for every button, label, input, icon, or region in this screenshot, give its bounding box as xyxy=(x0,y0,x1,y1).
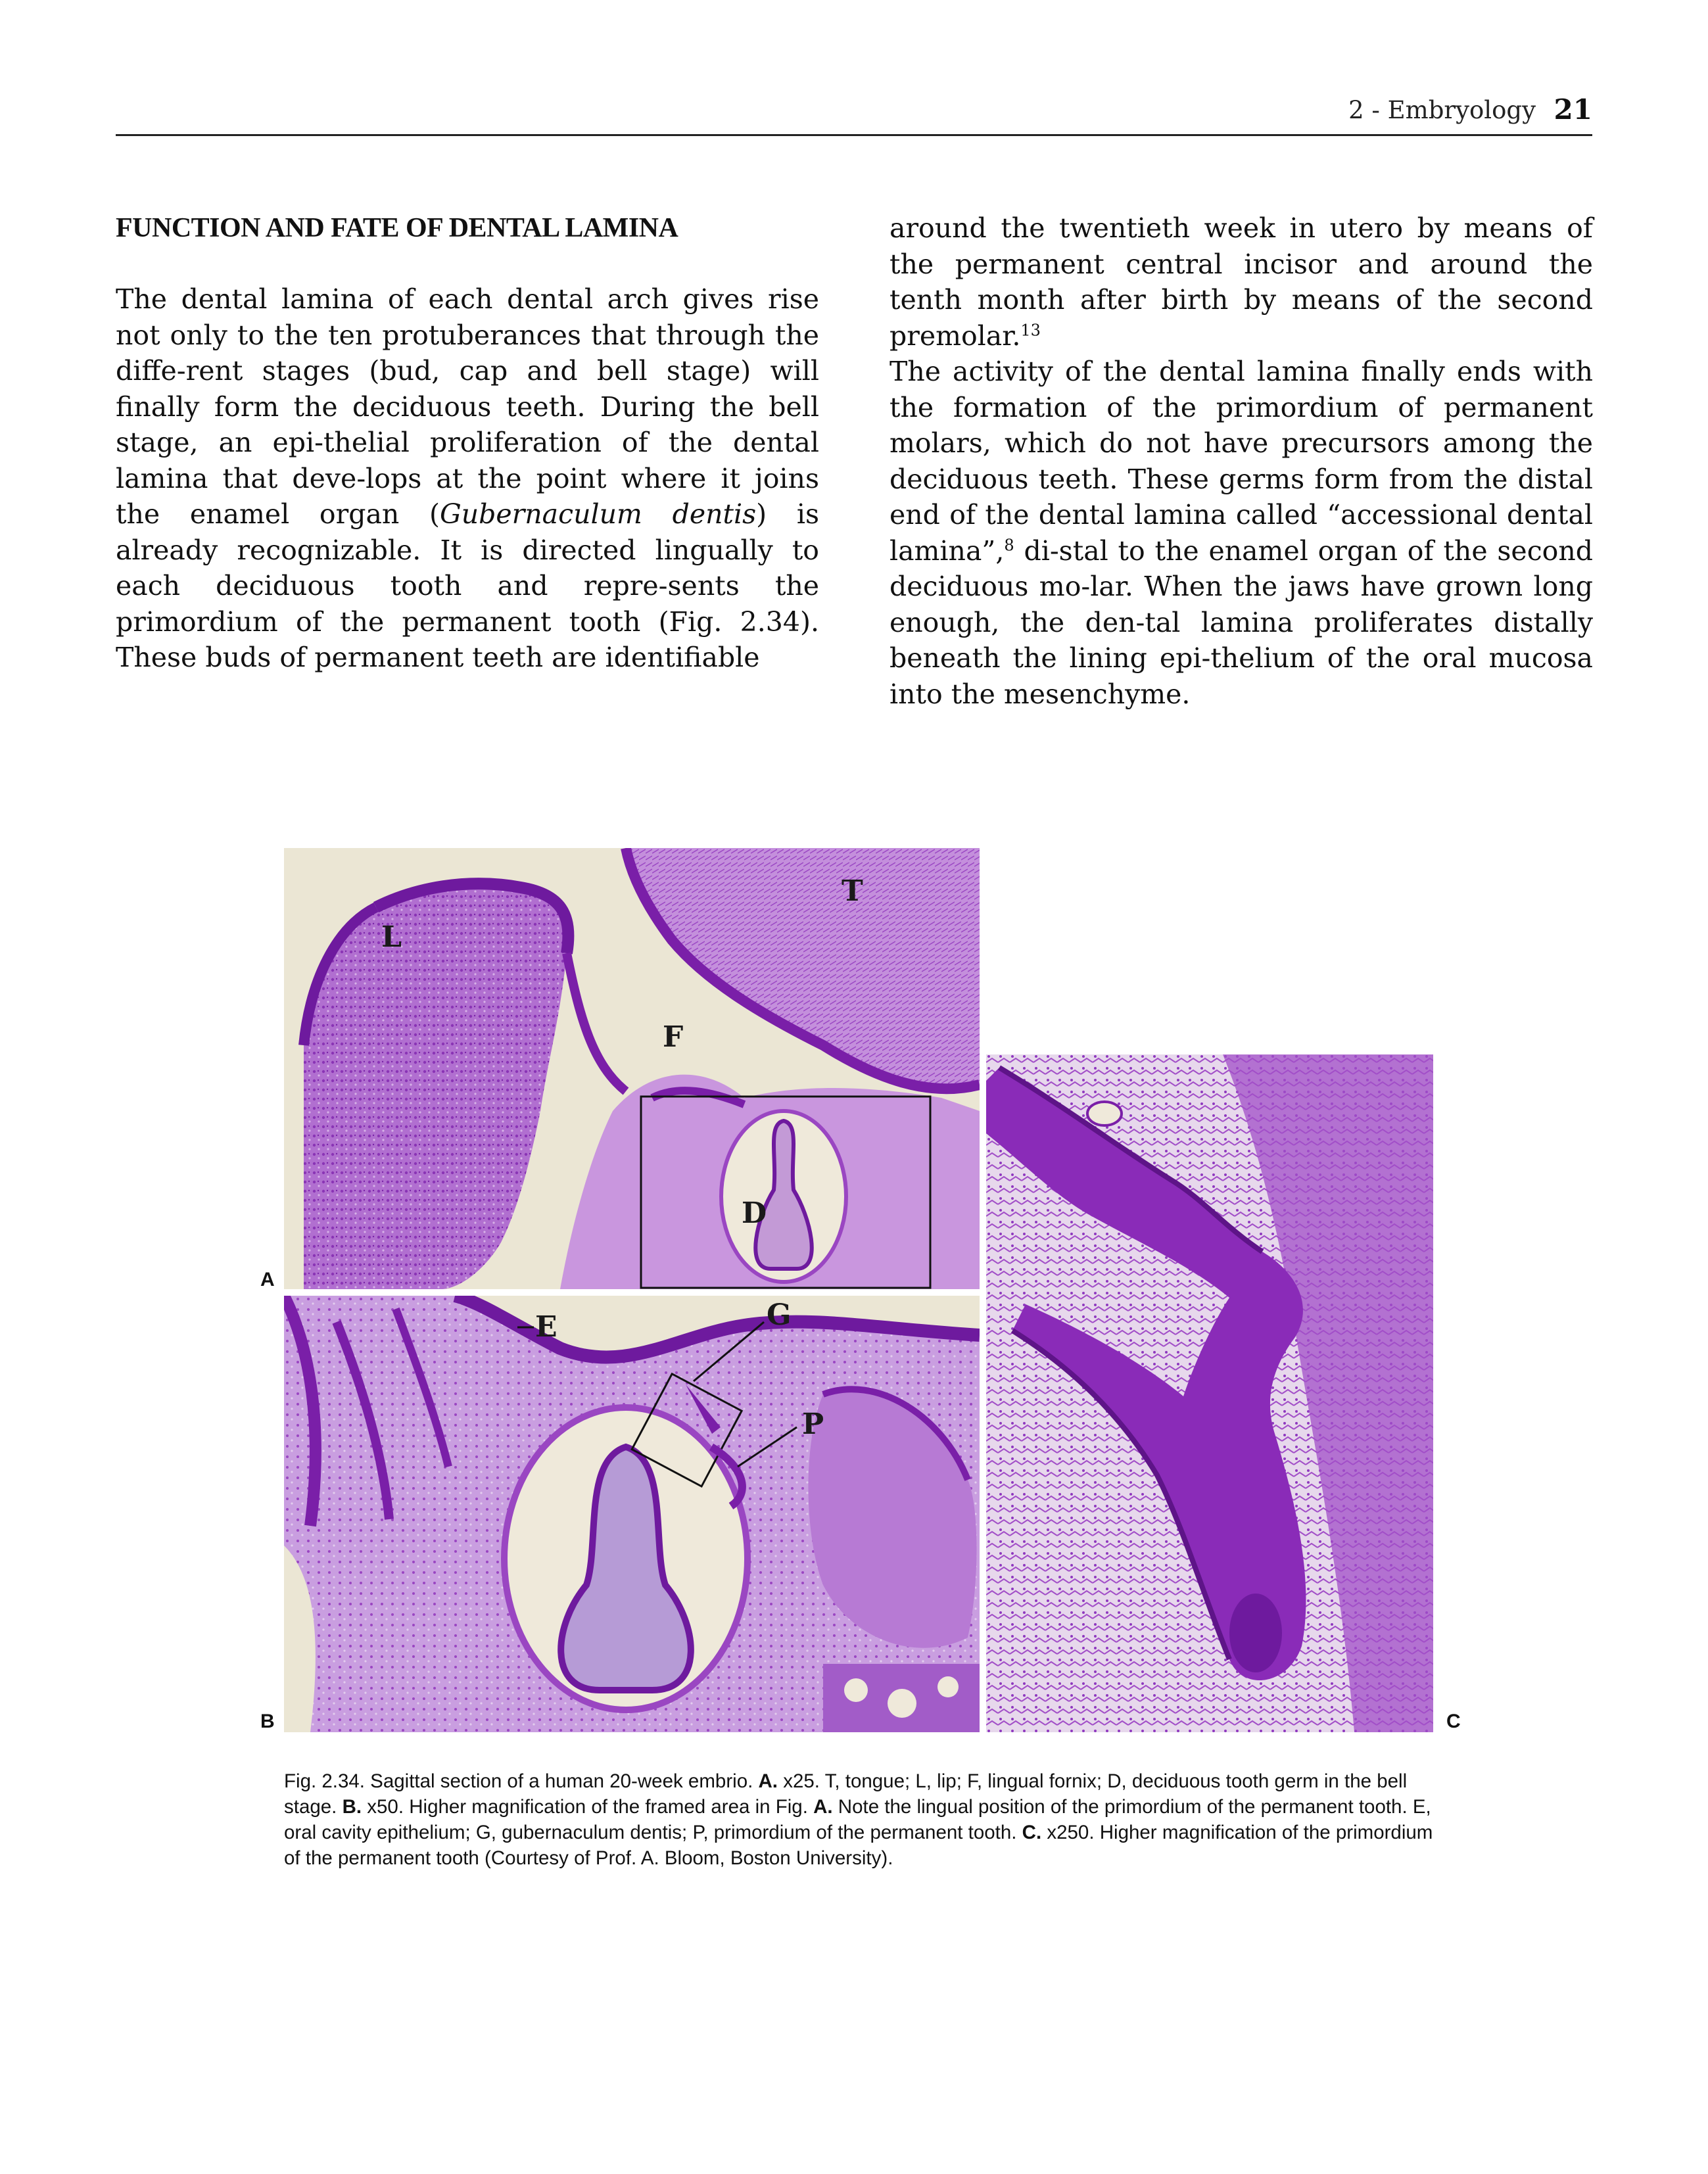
label-t: T xyxy=(842,874,863,908)
histology-image-a xyxy=(284,848,980,1289)
right-paragraph-1 xyxy=(890,210,1593,354)
panel-c-letter: C xyxy=(1446,1711,1461,1732)
citation-13: 13 xyxy=(1020,320,1041,339)
left-text-2: ) is already recognizable. It is directed lingually to each deciduous tooth and repre-sents the primordium of the permanent tooth (Fig. 2.34). These buds of permanent teeth are identifiable xyxy=(116,498,819,673)
label-l: L xyxy=(381,920,402,954)
caption-text-5: x250. Higher magnification of the primordium of the permanent tooth (Courtesy of Prof. A. Bloom, Boston University). xyxy=(284,1822,1433,1869)
histology-image-b xyxy=(284,1296,980,1732)
micrograph-panel-a xyxy=(284,848,980,1289)
panel-a-letter: A xyxy=(260,1269,275,1290)
caption-text-4: Note the lingual position of the primordium of the permanent tooth. E, oral cavity epithelium; G, gubernaculum dentis; P, primordium of the permanent tooth. xyxy=(284,1796,1431,1843)
left-column xyxy=(116,210,819,676)
caption-bold-a1: A. xyxy=(758,1770,778,1792)
caption-bold-b: B. xyxy=(342,1796,362,1818)
right-text-2a: The activity of the dental lamina finally ends with the formation of the primordium of permanent molars, which do not have precursors among the deciduous teeth. These germs form from the distal end of the dental lamina called “accessional dental lamina”, xyxy=(890,356,1593,567)
label-g: G xyxy=(767,1298,792,1332)
label-d: D xyxy=(742,1196,767,1230)
left-text-1: The dental lamina of each dental arch gives rise not only to the ten protuberances that through the diffe-rent stages (bud, cap and bell stage) will finally form the deciduous teeth. During the bell stage, an epi-thelial proliferation of the dental lamina that deve-lops at the point where it joins the enamel organ ( xyxy=(116,283,819,530)
caption-text-1: Fig. 2.34. Sagittal section of a human 20-week embrio. xyxy=(284,1770,759,1792)
section-heading: FUNCTION AND FATE OF DENTAL LAMINA xyxy=(116,213,678,243)
caption-bold-a2: A. xyxy=(813,1796,833,1818)
right-paragraph-2 xyxy=(890,354,1593,712)
figure-2-34 xyxy=(260,848,1461,1732)
right-text-2b: di-stal to the enamel organ of the second deciduous mo-lar. When the jaws have grown long enough, the den-tal lamina proliferates distally beneath the lining epi-thelium of the oral mucosa into the mesenchyme. xyxy=(890,534,1593,710)
running-header xyxy=(116,93,1592,136)
figure-caption xyxy=(284,1768,1433,1871)
caption-text-3: x50. Higher magnification of the framed area in Fig. xyxy=(362,1796,814,1818)
panel-b-letter: B xyxy=(260,1711,275,1732)
chapter-title: 2 - Embryology xyxy=(1348,96,1536,124)
citation-8: 8 xyxy=(1004,535,1014,554)
page-number: 21 xyxy=(1554,93,1592,126)
right-text-1: around the twentieth week in utero by means of the permanent central incisor and around the tenth month after birth by means of the second premolar. xyxy=(890,212,1593,352)
micrograph-panel-b xyxy=(284,1296,980,1732)
caption-text-2: x25. T, tongue; L, lip; F, lingual fornix; D, deciduous tooth germ in the bell stage. xyxy=(284,1770,1408,1818)
left-paragraph xyxy=(116,281,819,676)
label-p: P xyxy=(802,1407,824,1441)
right-column xyxy=(890,210,1593,712)
label-f: F xyxy=(663,1020,684,1054)
histology-image-c xyxy=(986,1054,1433,1732)
gubernaculum-term: Gubernaculum dentis xyxy=(440,498,757,530)
micrograph-panel-c xyxy=(986,1054,1433,1732)
label-e: E xyxy=(535,1310,557,1344)
caption-bold-c: C. xyxy=(1022,1822,1042,1843)
